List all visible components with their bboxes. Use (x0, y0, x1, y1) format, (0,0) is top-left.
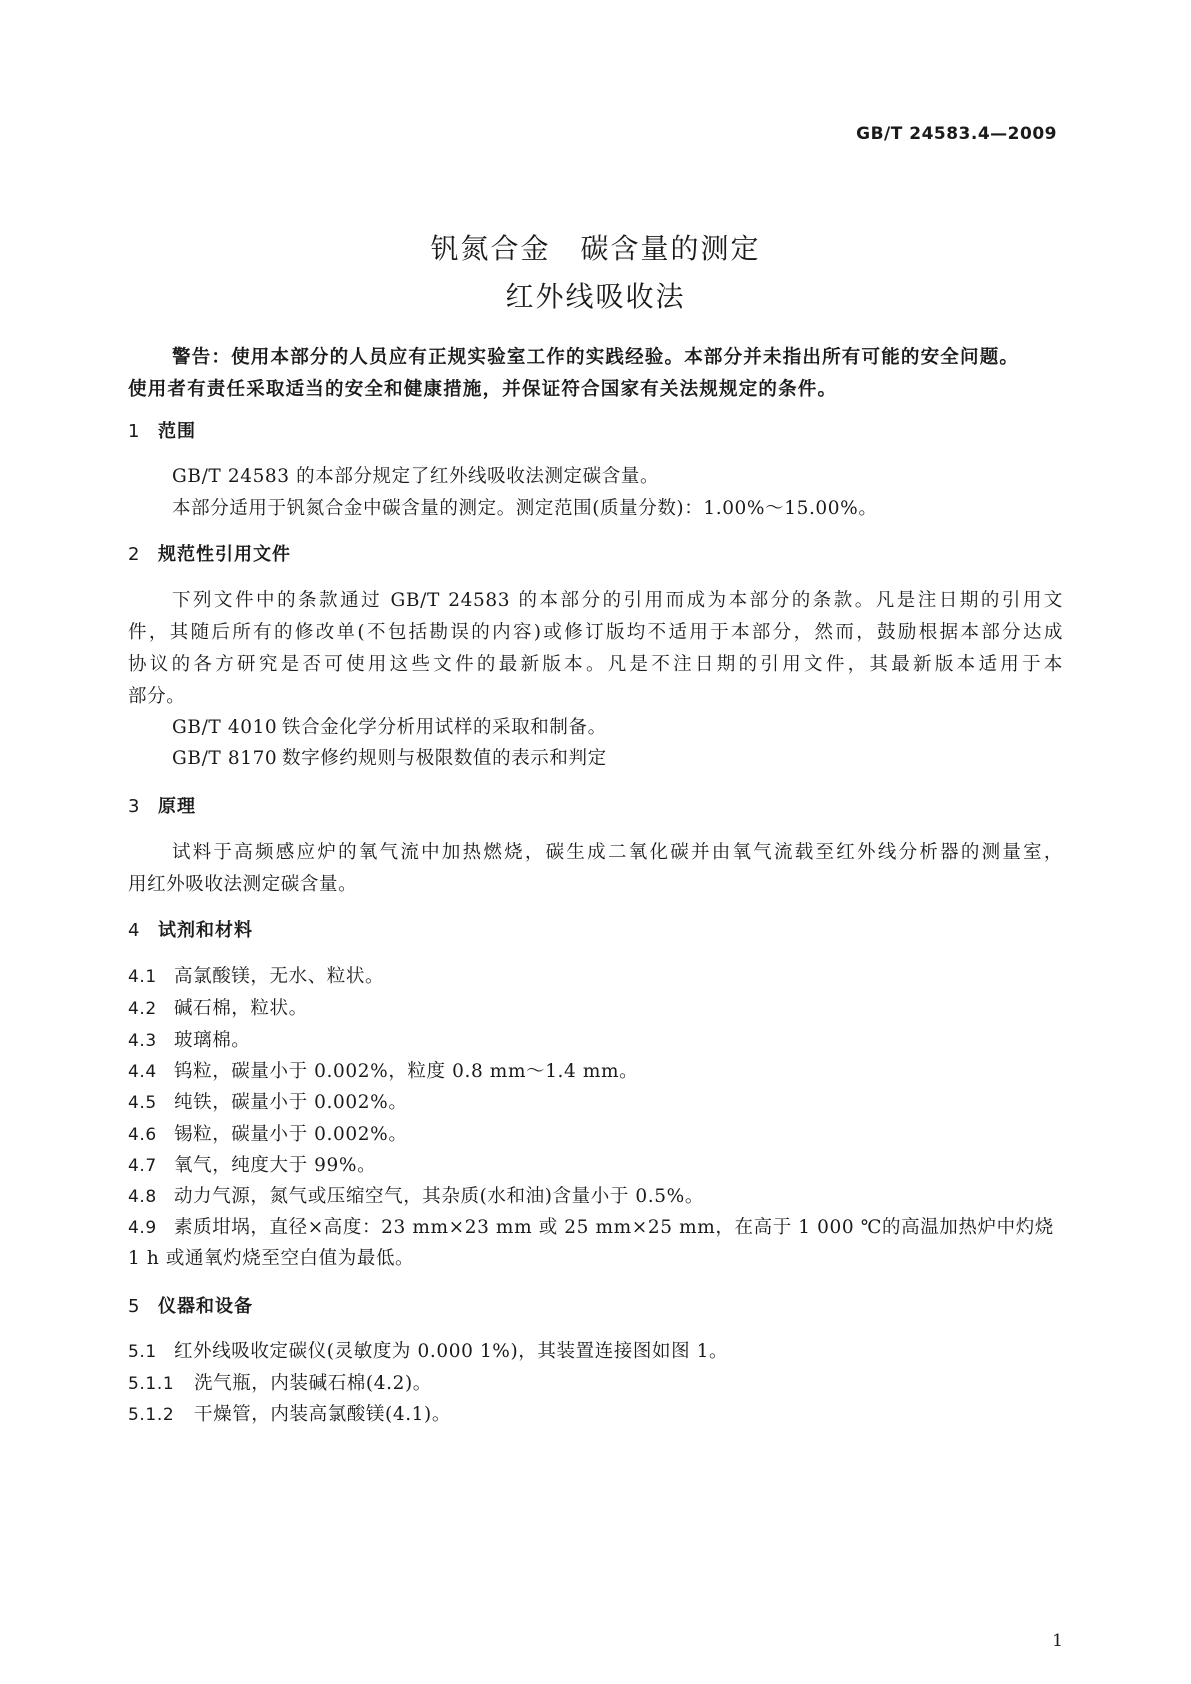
reference-title: 数字修约规则与极限数值的表示和判定 (282, 748, 607, 769)
item-text: 高氯酸镁，无水、粒状。 (174, 966, 385, 987)
item-text: 氧气，纯度大于 99%。 (174, 1155, 377, 1176)
list-item (128, 1337, 728, 1363)
item-text: 洗气瓶，内装碱石棉(4.2)。 (194, 1373, 432, 1394)
warning-line-2: 使用者有责任采取适当的安全和健康措施，并保证符合国家有关法规规定的条件。 (128, 379, 838, 400)
item-text: 玻璃棉。 (174, 1030, 251, 1051)
section-number: 4 (128, 920, 141, 941)
item-text: 红外线吸收定碳仪(灵敏度为 0.000 1%)，其装置连接图如图 1。 (174, 1341, 729, 1362)
section-title: 试剂和材料 (158, 920, 253, 941)
list-item (128, 1400, 451, 1426)
section-number: 1 (128, 421, 141, 442)
section-heading-apparatus (128, 1292, 253, 1318)
item-text: 钨粒，碳量小于 0.002%，粒度 0.8 mm～1.4 mm。 (174, 1061, 639, 1082)
item-number: 5.1.1 (128, 1374, 175, 1394)
section-heading-principle (128, 792, 196, 818)
paragraph-line: 用红外吸收法测定碳含量。 (128, 874, 358, 895)
warning-line-1: 警告：使用本部分的人员应有正规实验室工作的实践经验。本部分并未指出所有可能的安全问题。 (172, 347, 1020, 368)
item-text: 锡粒，碳量小于 0.002%。 (174, 1124, 408, 1145)
item-number: 4.6 (128, 1125, 157, 1145)
item-number: 4.1 (128, 967, 157, 987)
reference-code: GB/T 8170 (172, 748, 278, 769)
document-subtitle: 红外线吸收法 (505, 280, 686, 313)
item-number: 4.3 (128, 1031, 157, 1051)
section-title: 原理 (158, 796, 196, 817)
item-text: 碱石棉，粒状。 (174, 998, 308, 1019)
paragraph-line: 下列文件中的条款通过 GB/T 24583 的本部分的引用而成为本部分的条款。凡是注日期的引用文 (172, 590, 1063, 611)
list-item (128, 1057, 638, 1083)
section-number: 2 (128, 544, 141, 565)
reference-code: GB/T 4010 (172, 717, 278, 738)
paragraph-line: 部分。 (128, 686, 186, 707)
item-text: 干燥管，内装高氯酸镁(4.1)。 (194, 1404, 451, 1425)
page-number: 1 (1052, 1631, 1063, 1651)
section-heading-normative-references (128, 540, 291, 566)
reference-title: 铁合金化学分析用试样的采取和制备。 (282, 717, 607, 738)
item-number: 4.2 (128, 999, 157, 1019)
item-number: 4.5 (128, 1093, 157, 1113)
item-number: 4.9 (128, 1218, 157, 1238)
list-item (128, 1088, 407, 1114)
reference-item (172, 713, 607, 739)
list-item (128, 1120, 407, 1146)
list-item (128, 1026, 250, 1052)
paragraph-line: 试料于高频感应炉的氧气流中加热燃烧，碳生成二氧化碳并由氧气流载至红外线分析器的测量室， (172, 842, 1063, 863)
section-heading-scope (128, 417, 196, 443)
section-number: 5 (128, 1296, 141, 1317)
section-title: 仪器和设备 (158, 1296, 253, 1317)
list-item-continuation: 1 h 或通氧灼烧至空白值为最低。 (128, 1248, 415, 1269)
paragraph-line: 件，其随后所有的修改单(不包括勘误的内容)或修订版均不适用于本部分，然而，鼓励根据本部分达成 (128, 622, 1063, 643)
list-item (128, 1369, 432, 1395)
reference-item (172, 744, 607, 770)
paragraph: GB/T 24583 的本部分规定了红外线吸收法测定碳含量。 (172, 466, 660, 487)
list-item (128, 962, 384, 988)
list-item (128, 1151, 376, 1177)
item-number: 5.1.2 (128, 1405, 175, 1425)
item-number: 5.1 (128, 1342, 157, 1362)
list-item (128, 1182, 704, 1208)
standard-code: GB/T 24583.4—2009 (856, 124, 1057, 144)
paragraph: 本部分适用于钒氮合金中碳含量的测定。测定范围(质量分数)：1.00%～15.00%。 (172, 498, 878, 519)
item-number: 4.8 (128, 1187, 157, 1207)
section-number: 3 (128, 796, 141, 817)
list-item (128, 1213, 1054, 1239)
section-title: 范围 (158, 421, 196, 442)
section-heading-reagents (128, 916, 253, 942)
item-text: 动力气源，氮气或压缩空气，其杂质(水和油)含量小于 0.5%。 (174, 1186, 704, 1207)
document-title: 钒氮合金 碳含量的测定 (430, 232, 761, 265)
list-item (128, 994, 308, 1020)
paragraph-line: 协议的各方研究是否可使用这些文件的最新版本。凡是不注日期的引用文件，其最新版本适用于本 (128, 654, 1063, 675)
item-text: 纯铁，碳量小于 0.002%。 (174, 1092, 408, 1113)
item-text: 素质坩埚，直径×高度：23 mm×23 mm 或 25 mm×25 mm，在高于 1 000 ℃的高温加热炉中灼烧 (174, 1217, 1054, 1238)
item-number: 4.7 (128, 1156, 157, 1176)
section-title: 规范性引用文件 (158, 544, 291, 565)
item-number: 4.4 (128, 1062, 157, 1082)
